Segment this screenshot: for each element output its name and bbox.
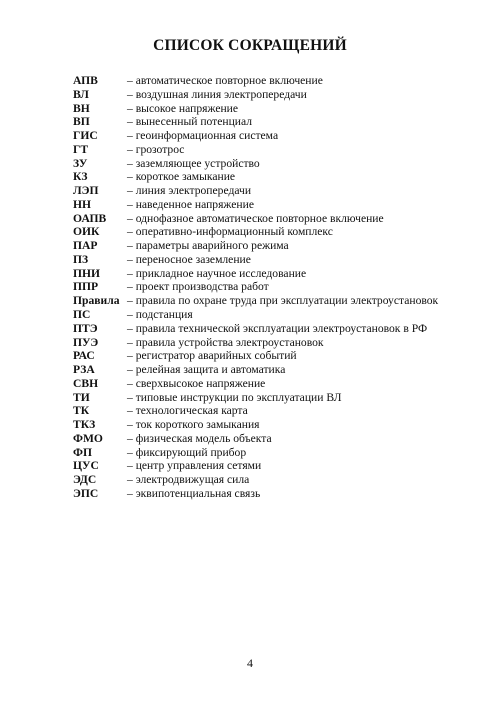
abbreviation-term: ЭПС xyxy=(73,486,99,500)
abbreviation-definition: – эквипотенциальная связь xyxy=(127,486,261,500)
abbreviation-term: ОАПВ xyxy=(73,211,107,225)
abbreviation-term: РАС xyxy=(73,349,95,363)
abbreviation-row xyxy=(73,170,483,184)
abbreviation-term: ЛЭП xyxy=(73,184,99,198)
abbreviation-row xyxy=(73,280,483,294)
abbreviation-row xyxy=(73,143,483,157)
abbreviation-definition: – фиксирующий прибор xyxy=(127,445,247,459)
abbreviation-definition: – физическая модель объекта xyxy=(127,431,272,445)
abbreviation-term: ПТЭ xyxy=(73,321,98,335)
abbreviation-row xyxy=(73,322,483,336)
abbreviation-row xyxy=(73,363,483,377)
abbreviation-definition: – переносное заземление xyxy=(127,252,251,266)
abbreviation-row xyxy=(73,487,483,501)
abbreviation-term: ПУЭ xyxy=(73,335,99,349)
abbreviation-term: ФМО xyxy=(73,431,103,445)
abbreviation-row xyxy=(73,473,483,487)
abbreviation-definition: – высокое напряжение xyxy=(127,101,239,115)
abbreviation-definition: – типовые инструкции по эксплуатации ВЛ xyxy=(127,390,342,404)
abbreviation-definition: – проект производства работ xyxy=(127,280,269,294)
abbreviation-row xyxy=(73,432,483,446)
abbreviation-term: ОИК xyxy=(73,225,100,239)
abbreviation-definition: – центр управления сетями xyxy=(127,459,262,473)
abbreviation-row xyxy=(73,225,483,239)
abbreviation-row xyxy=(73,184,483,198)
abbreviation-definition: – ток короткого замыкания xyxy=(127,418,260,432)
abbreviation-row xyxy=(73,253,483,267)
abbreviation-row xyxy=(73,74,483,88)
abbreviation-term: ВН xyxy=(73,101,90,115)
abbreviation-definition: – релейная защита и автоматика xyxy=(127,363,286,377)
abbreviation-definition: – геоинформационная система xyxy=(127,129,279,143)
abbreviation-definition: – однофазное автоматическое повторное включение xyxy=(127,211,384,225)
abbreviation-term: ТК xyxy=(73,404,90,418)
abbreviation-row xyxy=(73,349,483,363)
abbreviation-term: ТИ xyxy=(73,390,90,404)
abbreviation-term: ГТ xyxy=(73,142,89,156)
abbreviation-row xyxy=(73,267,483,281)
abbreviation-definition: – заземляющее устройство xyxy=(127,156,260,170)
abbreviation-term: ПС xyxy=(73,308,91,322)
abbreviation-definition: – наведенное напряжение xyxy=(127,197,254,211)
abbreviation-row xyxy=(73,239,483,253)
abbreviation-definition: – подстанция xyxy=(127,308,193,322)
abbreviation-term: ПАР xyxy=(73,239,98,253)
abbreviation-term: ПНИ xyxy=(73,266,101,280)
abbreviation-term: РЗА xyxy=(73,363,95,377)
page-number: 4 xyxy=(247,656,253,670)
page-title: СПИСОК СОКРАЩЕНИЙ xyxy=(153,37,347,54)
abbreviation-row xyxy=(73,418,483,432)
abbreviation-definition: – правила устройства электроустановок xyxy=(127,335,324,349)
abbreviation-definition: – автоматическое повторное включение xyxy=(127,74,323,87)
abbreviation-list xyxy=(73,74,483,501)
abbreviation-term: ГИС xyxy=(73,129,98,143)
abbreviation-definition: – правила по охране труда при эксплуатации электроустановок xyxy=(127,294,439,308)
abbreviation-row xyxy=(73,391,483,405)
abbreviation-term: СВН xyxy=(73,376,99,390)
abbreviation-term: ППР xyxy=(73,280,99,294)
abbreviation-row xyxy=(73,88,483,102)
abbreviation-row xyxy=(73,446,483,460)
abbreviation-definition: – линия электропередачи xyxy=(127,184,252,198)
abbreviation-row xyxy=(73,157,483,171)
abbreviation-definition: – электродвижущая сила xyxy=(127,473,250,487)
abbreviation-term: КЗ xyxy=(73,170,88,184)
abbreviation-term: АПВ xyxy=(73,74,98,87)
abbreviation-definition: – сверхвысокое напряжение xyxy=(127,376,266,390)
abbreviation-row xyxy=(73,377,483,391)
abbreviation-definition: – воздушная линия электропередачи xyxy=(127,87,307,101)
abbreviation-term: Правила xyxy=(73,294,120,308)
abbreviation-definition: – правила технической эксплуатации электроустановок в РФ xyxy=(127,321,428,335)
abbreviation-row xyxy=(73,102,483,116)
abbreviation-row xyxy=(73,129,483,143)
abbreviation-row xyxy=(73,308,483,322)
abbreviation-term: ВП xyxy=(73,115,90,129)
abbreviation-definition: – вынесенный потенциал xyxy=(127,115,253,129)
abbreviation-row xyxy=(73,212,483,226)
abbreviation-term: ПЗ xyxy=(73,252,89,266)
abbreviation-definition: – технологическая карта xyxy=(127,404,248,418)
abbreviation-row xyxy=(73,336,483,350)
abbreviation-term: ТКЗ xyxy=(73,418,96,432)
abbreviation-definition: – короткое замыкание xyxy=(127,170,236,184)
abbreviation-term: ЦУС xyxy=(73,459,99,473)
abbreviation-definition: – параметры аварийного режима xyxy=(127,239,289,253)
abbreviation-term: НН xyxy=(73,197,92,211)
abbreviation-definition: – оперативно-информационный комплекс xyxy=(127,225,333,239)
abbreviation-term: ЭДС xyxy=(73,473,97,487)
abbreviation-term: ВЛ xyxy=(73,87,89,101)
abbreviation-row xyxy=(73,404,483,418)
abbreviation-row xyxy=(73,459,483,473)
abbreviation-definition: – прикладное научное исследование xyxy=(127,266,307,280)
abbreviation-row xyxy=(73,198,483,212)
abbreviation-term: ЗУ xyxy=(73,156,88,170)
abbreviation-definition: – грозотрос xyxy=(127,142,185,156)
abbreviation-definition: – регистратор аварийных событий xyxy=(127,349,297,363)
abbreviation-term: ФП xyxy=(73,445,92,459)
abbreviation-row xyxy=(73,115,483,129)
abbreviation-row xyxy=(73,294,483,308)
